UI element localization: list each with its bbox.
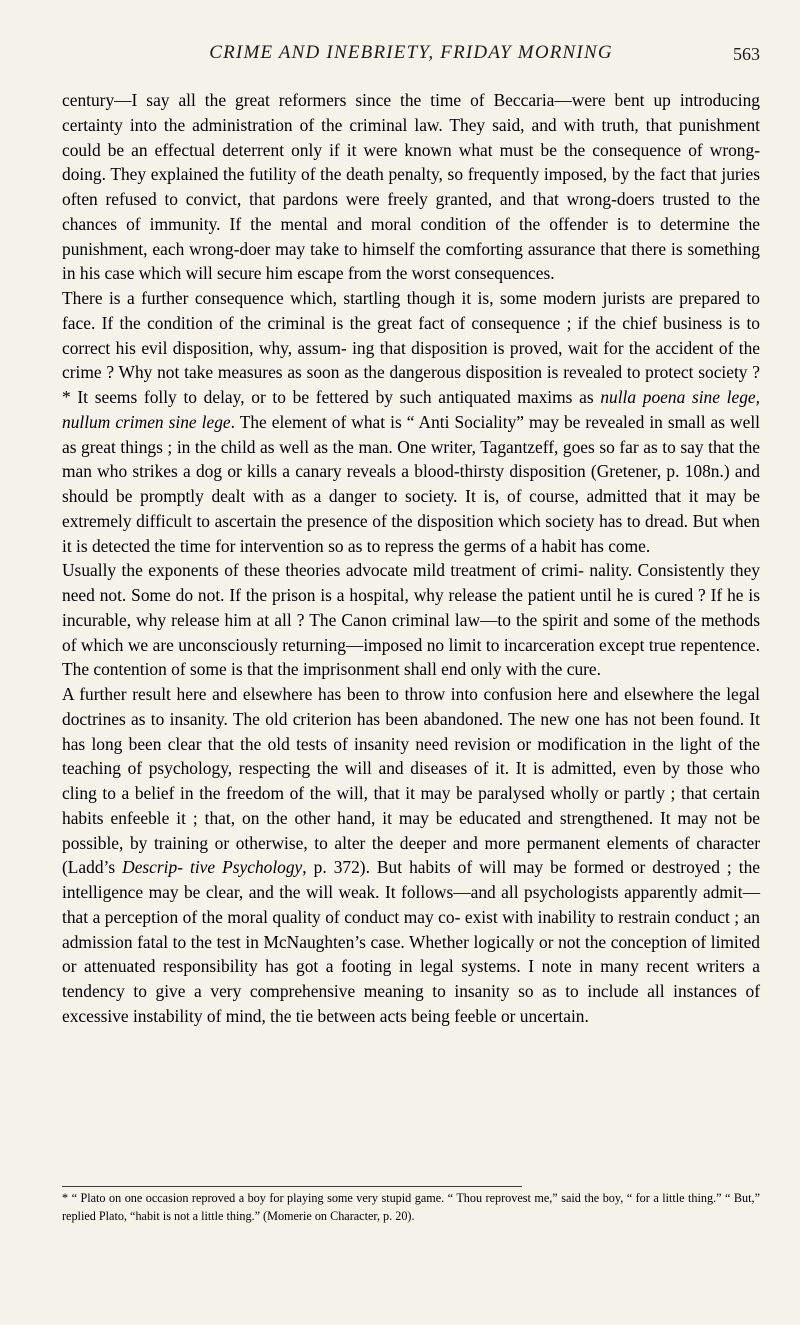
latin-maxim: nulla poena sine lege, nullum crimen sine lege: [62, 387, 760, 432]
paragraph-2-text-a: There is a further consequence which, startling though it is, some modern jurists are prepared to face. If the condition of the criminal is the great fact of consequence ; if the chief business is to correct his evil disposition, why, assum- ing that disposition is proved, wait for the accident of the crime ? Why not take measures as soon as the dangerous disposition is revealed to protect society ?* It seems folly to delay, or to be fettered by such antiquated maxims as: [62, 288, 760, 407]
page-number: 563: [733, 44, 760, 64]
body-text: [62, 88, 760, 1029]
paragraph-4-text-b: , p. 372). But habits of will may be formed or destroyed ; the intelligence may be clear, and the will weak. It follows—and all psychologists apparently admit—that a perception of the moral quality of conduct may co- exist with inability to restrain conduct ; an admission fatal to the test in McNaughten’s case. Whether logically or not the conception of limited or attenuated responsibility has got a footing in legal systems. I note in many recent writers a tendency to give a very comprehensive meaning to insanity so as to include all instances of excessive instability of mind, the tie between acts being feeble or uncertain.: [62, 857, 760, 1026]
paragraph-3-text: Usually the exponents of these theories advocate mild treatment of crimi- nality. Consistently they need not. Some do not. If the prison is a hospital, why release the patient until he is cured ? If he is incurable, why release him at all ? The Canon criminal law—to the spirit and some of the methods of which we are unconsciously returning—imposed no limit to incarceration except true repentence. The contention of some is that the imprisonment shall end only with the cure.: [62, 560, 760, 680]
paragraph-2-text-b: . The element of what is “ Anti Sociality” may be revealed in small as well as great things ; in the child as well as the man. One writer, Tagantzeff, goes so far as to say that the man who strikes a dog or kills a canary reveals a blood-thirsty disposition (Gretener, p. 108n.) and should be promptly dealt with as a danger to society. It is, of course, admitted that it may be extremely difficult to ascertain the presence of the disposition which society has to dread. But when it is detected the time for intervention so as to repress the germs of a habit has come.: [62, 411, 760, 556]
paragraph-3: [62, 558, 760, 682]
paragraph-2: [62, 286, 760, 558]
paragraph-4-text-a: A further result here and elsewhere has been to throw into confusion here and elsewhere the legal doctrines as to insanity. The old criterion has been abandoned. The new one has not been found. It has long been clear that the old tests of insanity need revision or modification in the light of the teaching of psychology, respecting the will and diseases of it. It is admitted, even by those who cling to a belief in the freedom of the will, that it may be paralysed wholly or partly ; that certain habits enfeeble it ; that, on the other hand, it may be educated and strengthened. It may not be possible, by training or otherwise, to alter the deeper and more permanent elements of character (Ladd’s: [62, 684, 760, 878]
footnote: [62, 1190, 760, 1225]
running-title: CRIME AND INEBRIETY, FRIDAY MORNING: [209, 42, 613, 63]
footnote-text: * “ Plato on one occasion reproved a boy for playing some very stupid game. “ Thou reprovest me,” said the boy, “ for a little thing.” “ But,” replied Plato, “habit is not a little thing.” (Momerie on Character, p. 20).: [62, 1191, 760, 1223]
paragraph-1: [62, 88, 760, 286]
running-head: [62, 42, 760, 68]
paragraph-1-text: century—I say all the great reformers since the time of Beccaria—were bent up introducing certainty into the administration of the criminal law. They said, and with truth, that punishment could be an effectual deterrent only if it were known what must be the consequence of wrong-doing. They explained the futility of the death penalty, so frequently imposed, by the fact that juries often refused to convict, that pardons were freely granted, and that wrong-doers trusted to the chances of immunity. If the mental and moral condition of the offender is to determine the punishment, each wrong-doer may take to himself the comforting assurance that there is something in his case which will secure him escape from the worst consequences.: [62, 90, 760, 284]
paragraph-4: [62, 682, 760, 1029]
book-title-citation: Descrip- tive Psychology: [122, 857, 303, 878]
footnote-rule: [62, 1186, 522, 1187]
